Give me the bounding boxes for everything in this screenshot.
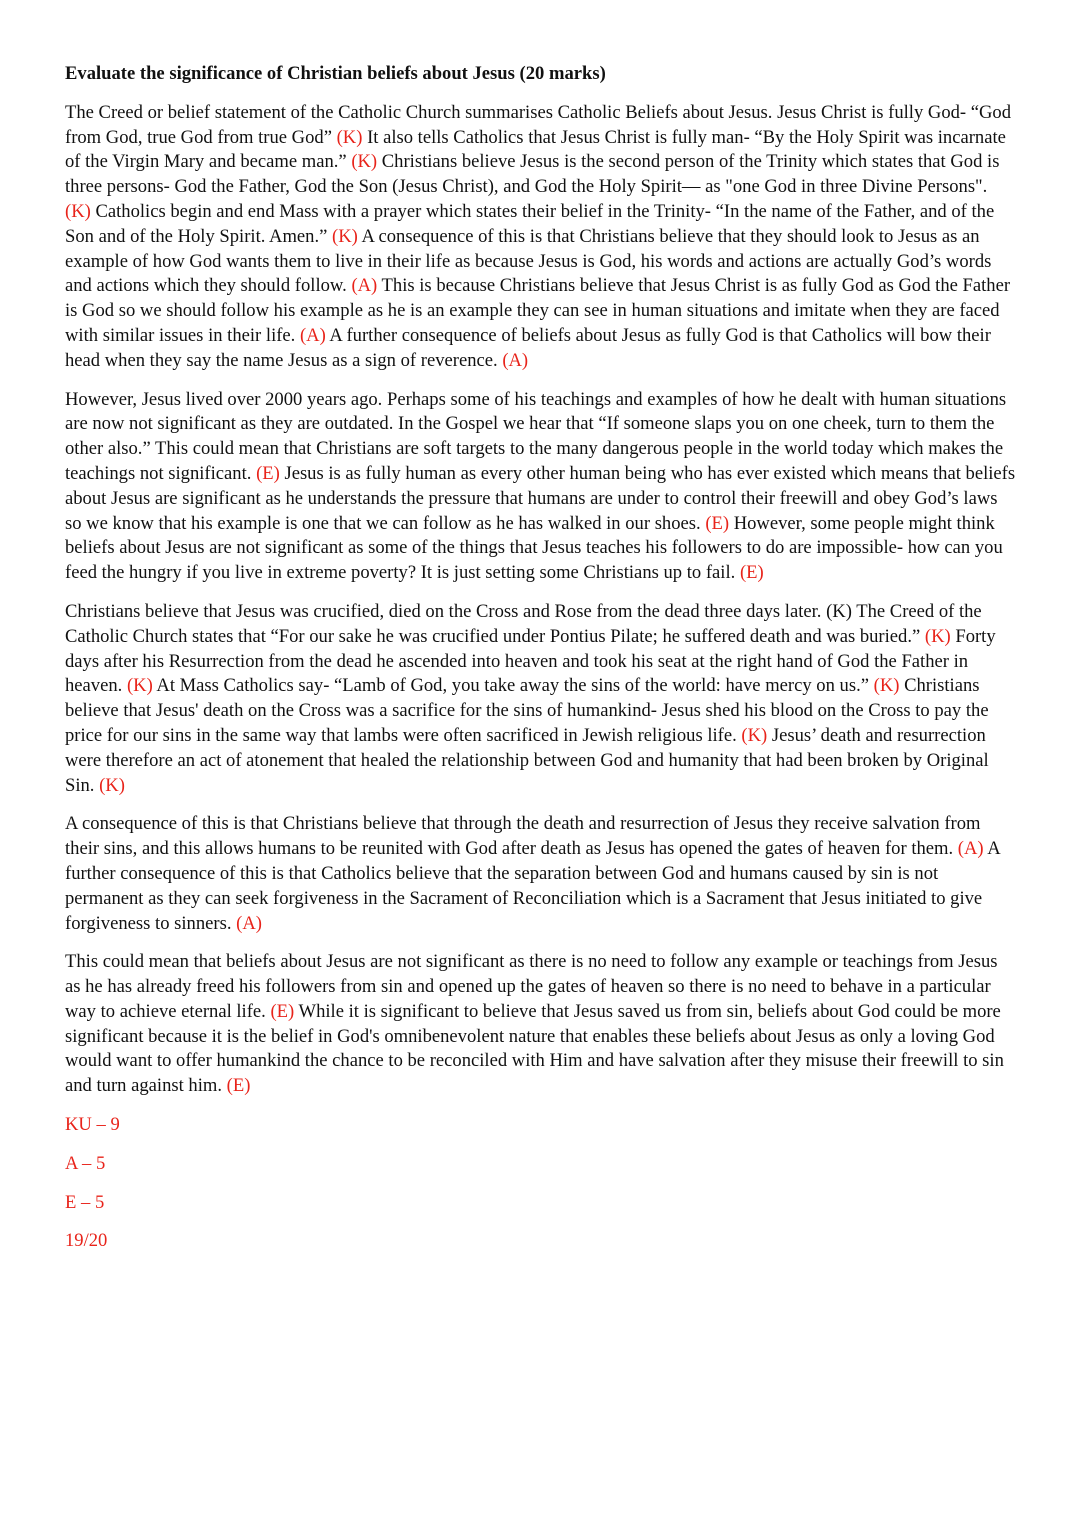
paragraph-text: A consequence of this is that Christians believe that through the death and resurrection of Jesus they receive salvation from their sins, and this allows humans to be reunited with God after death as Jesus has opened the gates of heaven for them. [65, 813, 981, 860]
essay-paragraph [65, 812, 1017, 936]
annotation-mark: (K) [99, 774, 125, 796]
paragraph-text: The Creed or belief statement of the Catholic Church summarises Catholic Beliefs about Jesus. Jesus Christ is fully God- “God from God, true God from true God” [65, 101, 1012, 148]
question-title: Evaluate the significance of Christian beliefs about Jesus (20 marks) [65, 63, 606, 84]
paragraph-text: However, some people might think beliefs about Jesus are not significant as some of the things that Jesus teaches his followers to do are impossible- how can you feed the hungry if you live in extreme poverty? It is just setting some Christians up to fail. [65, 512, 1003, 584]
annotation-mark: (K) [336, 126, 363, 148]
score-line: KU – 9 [65, 1114, 120, 1136]
document-page [65, 62, 1017, 1268]
essay-body [65, 101, 1017, 1099]
annotation-mark: (A) [236, 912, 262, 934]
annotation-mark: (K) [126, 675, 153, 697]
score-line: A – 5 [65, 1152, 106, 1174]
annotation-mark: (K) [332, 225, 358, 247]
paragraph-text: Christians believe that Jesus was crucified, died on the Cross and Rose from the dead three days later. (K) The Creed of the Catholic Church states that “For our sake he was crucified under Pontius Pilate; he suffered death and was buried.” [65, 600, 982, 647]
annotation-mark: (A) [502, 349, 529, 371]
annotation-mark: (K) [924, 625, 951, 647]
paragraph-text: While it is significant to believe that Jesus saved us from sin, beliefs about God could be more significant because it is the belief in God's omnibenevolent nature that enables these beliefs about Jesus as only a loving God would want to offer humankind the chance to be reconciled with Him and have salvation after they misuse their freewill to sin and turn against him. [65, 1000, 1004, 1097]
paragraph-text: It also tells Catholics that Jesus Christ is fully man- “By the Holy Spirit was incarnate of the Virgin Mary and became man.” [65, 126, 1006, 173]
annotation-mark: (E) [705, 512, 730, 534]
paragraph-text: Jesus’ death and resurrection were therefore an act of atonement that healed the relationship between God and humanity that had been broken by Original Sin. [65, 724, 989, 796]
annotation-mark: (E) [270, 1000, 295, 1022]
annotation-mark: (K) [873, 675, 900, 697]
annotation-mark: (A) [299, 324, 326, 346]
paragraph-text: At Mass Catholics say- “Lamb of God, you take away the sins of the world: have mercy on us.” [152, 675, 874, 697]
paragraph-text: Christians believe Jesus is the second person of the Trinity which states that God is three persons- God the Father, God the Son (Jesus Christ), and God the Holy Spirit— as "one God in three Divine Persons". [65, 151, 1000, 198]
paragraph-text: A further consequence of beliefs about Jesus as fully God is that Catholics will bow their head when they say the name Jesus as a sign of reverence. [65, 324, 991, 371]
annotation-mark: (E) [256, 462, 280, 484]
annotation-mark: (A) [351, 275, 378, 297]
essay-paragraph [65, 950, 1017, 1099]
paragraph-text: However, Jesus lived over 2000 years ago. Perhaps some of his teachings and examples of how he dealt with human situations are now not significant as they are outdated. In the Gospel we hear that “If someone slaps you on one cheek, turn to them the other also.” This could mean that Christians are soft targets to the many dangerous people in the world today which makes the teachings not significant. [65, 388, 1007, 484]
annotation-mark: (K) [741, 724, 768, 746]
annotation-mark: (K) [351, 151, 378, 173]
score-line: 19/20 [65, 1230, 108, 1252]
annotation-mark: (K) [65, 200, 91, 222]
paragraph-text: Jesus is as fully human as every other human being who has ever existed which means that beliefs about Jesus are significant as he understands the pressure that humans are under to control their freewill and obey God’s laws so we know that his example is one that we can follow as he has walked in our shoes. [65, 462, 1016, 534]
essay-paragraph [65, 600, 1017, 798]
paragraph-text: This could mean that beliefs about Jesus are not significant as there is no need to follow any example or teachings from Jesus as he has already freed his followers from sin and opened up the gates of heaven so there is no need to behave in a particular way to achieve eternal life. [65, 951, 998, 1022]
score-line: E – 5 [65, 1191, 105, 1213]
paragraph-text: Forty days after his Resurrection from the dead he ascended into heaven and took his seat at the right hand of God the Father in heaven. [65, 625, 996, 697]
paragraph-text: A consequence of this is that Christians believe that they should look to Jesus as an example of how God wants them to live in their life as because Jesus is God, his words and actions are actually God’s words and actions which they should follow. [65, 225, 992, 297]
paragraph-text: A further consequence of this is that Catholics believe that the separation between God and humans caused by sin is not permanent as they can seek forgiveness in the Sacrament of Reconciliation which is a Sacrament that Jesus initiated to give forgiveness to sinners. [65, 838, 1000, 934]
score-summary [65, 1113, 1017, 1254]
paragraph-text: Catholics begin and end Mass with a prayer which states their belief in the Trinity- “In the name of the Father, and of the Son and of the Holy Spirit. Amen.” [65, 200, 995, 247]
annotation-mark: (E) [739, 562, 764, 584]
essay-paragraph [65, 388, 1017, 586]
paragraph-text: Christians believe that Jesus' death on the Cross was a sacrifice for the sins of humankind- Jesus shed his blood on the Cross to pay the price for our sins in the same way that lambs were often sacrificed in Jewish religious life. [65, 675, 989, 746]
annotation-mark: (E) [226, 1075, 251, 1097]
annotation-mark: (A) [957, 838, 984, 860]
paragraph-text: This is because Christians believe that Jesus Christ is as fully God as God the Father is God so we should follow his example as he is an example they can see in human situations and imitate when they are faced with similar issues in their life. [65, 275, 1011, 346]
essay-paragraph [65, 101, 1017, 374]
